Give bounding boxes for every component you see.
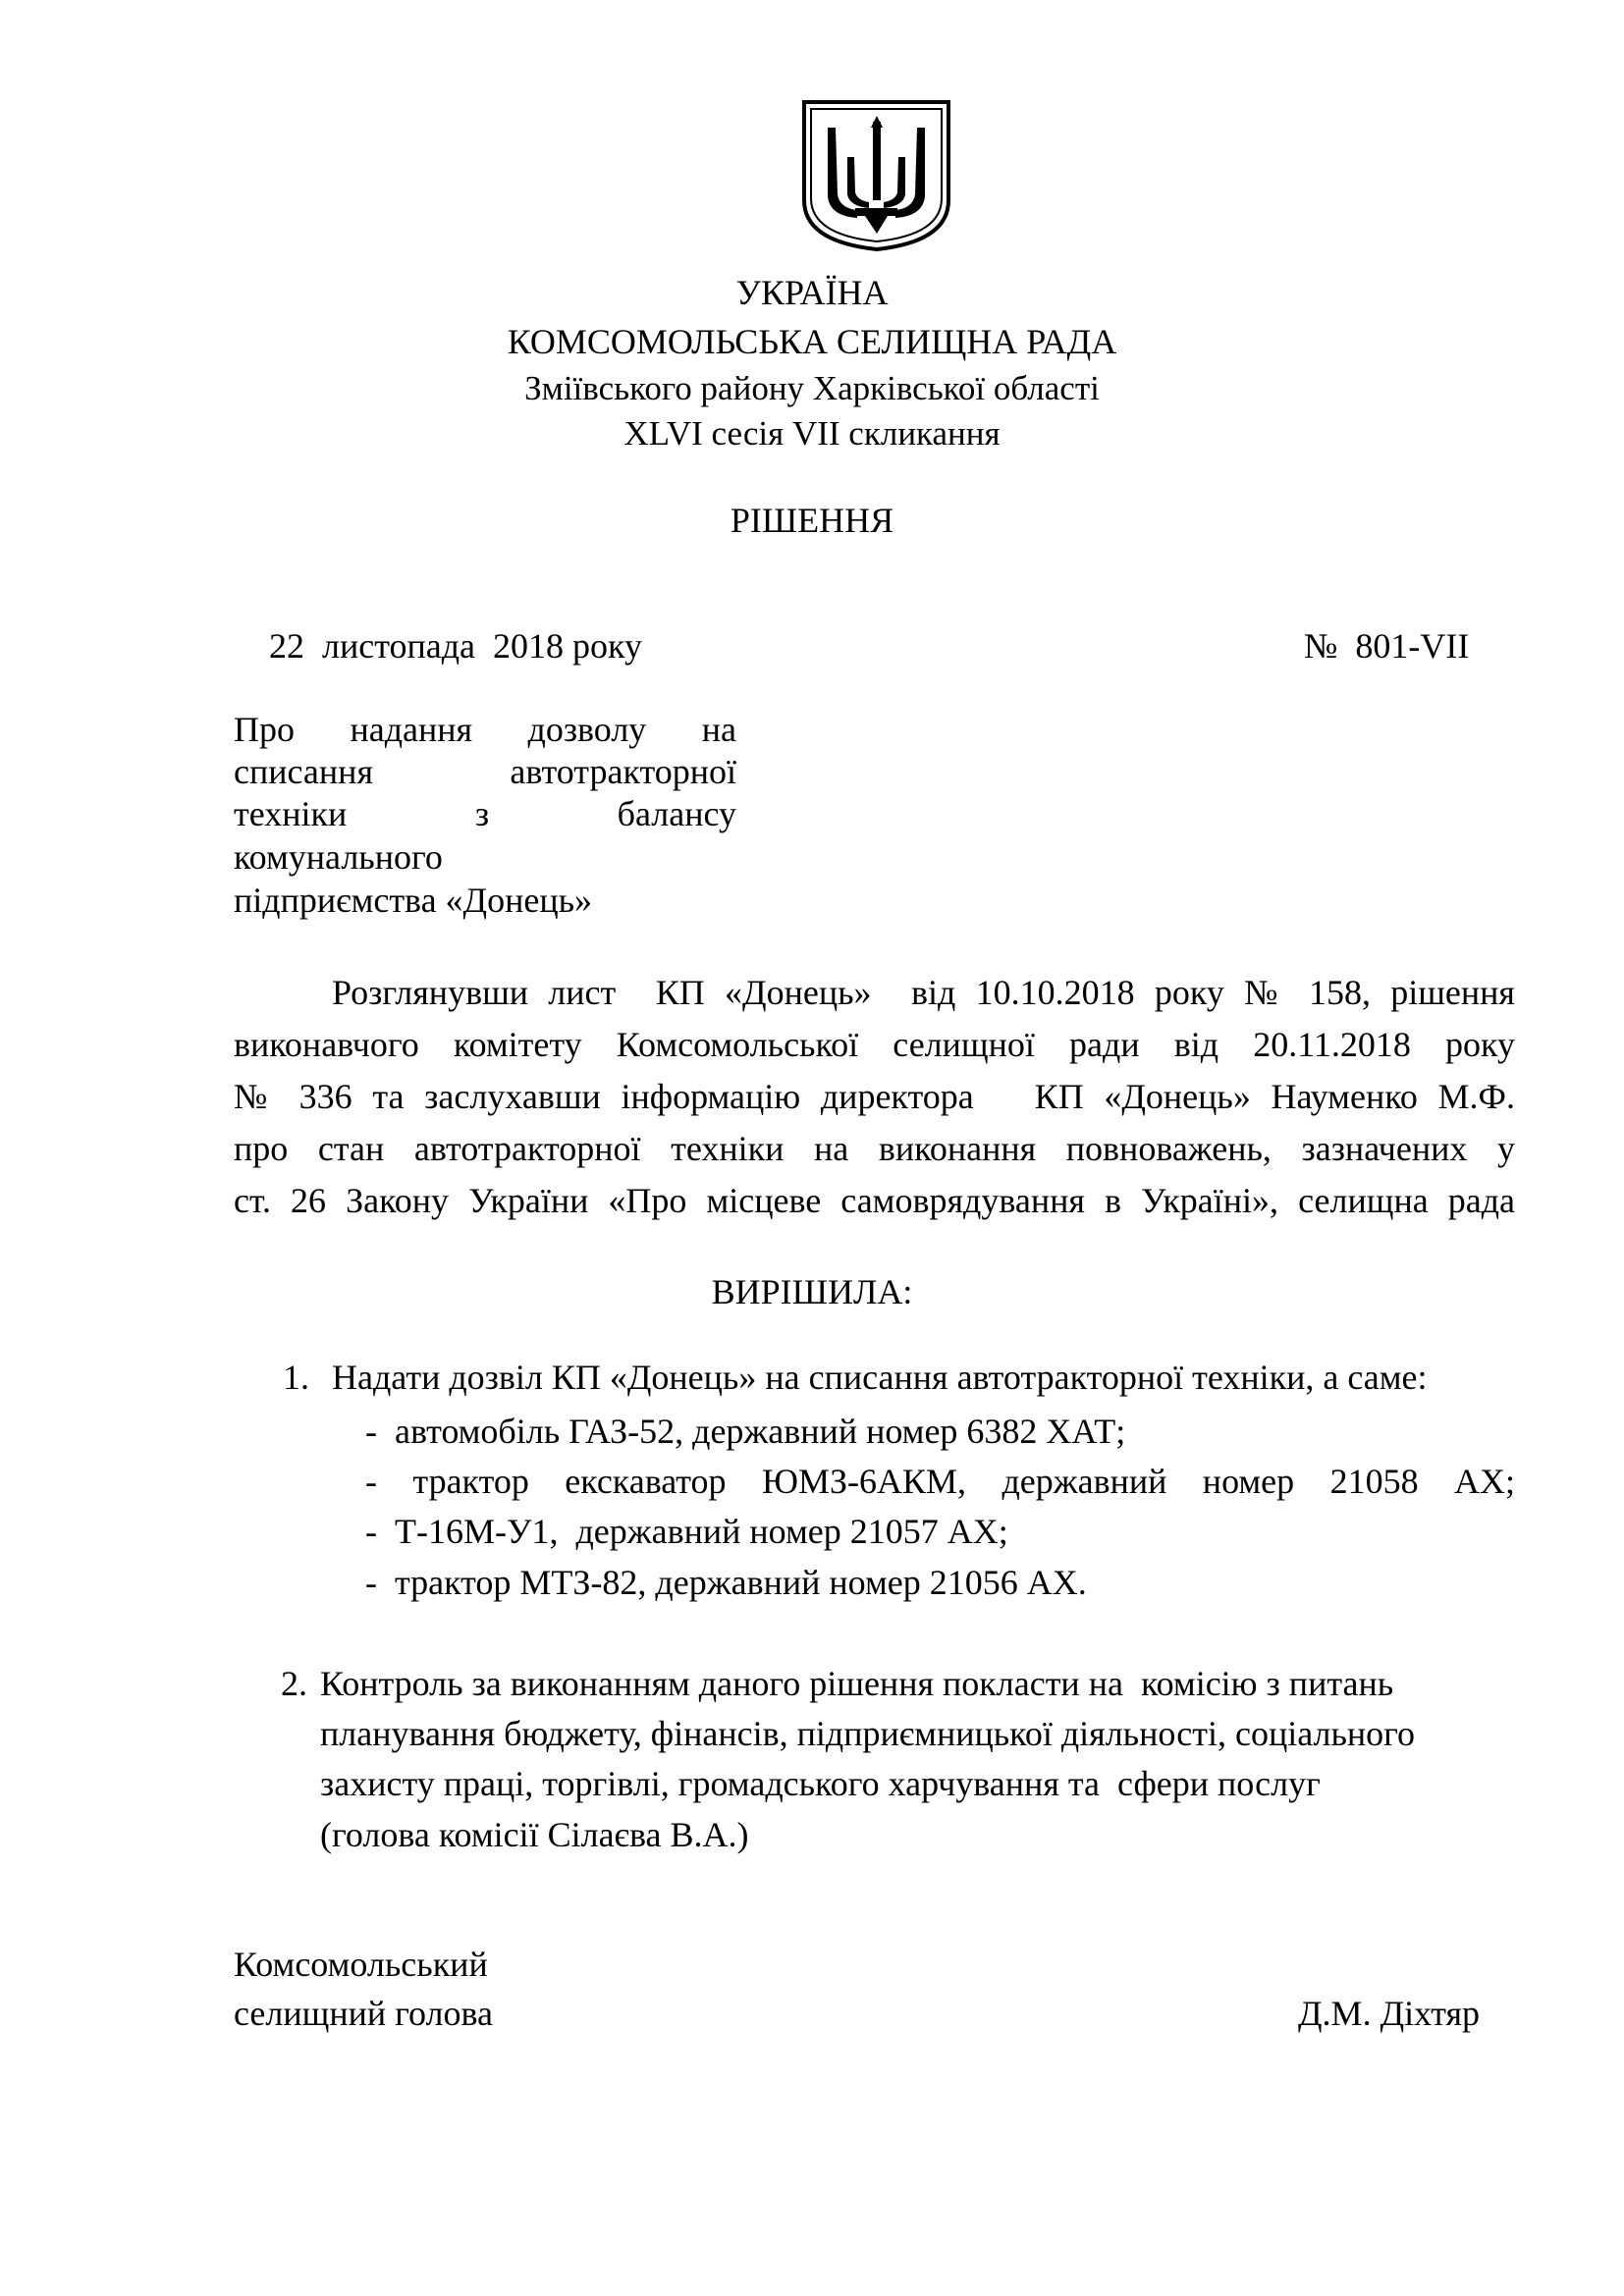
signatory-title: Комсомольський: [234, 1945, 488, 1984]
body-line: про стан автотракторної техніки на виконання повноважень, зазначених у: [234, 1129, 1515, 1168]
subject-line: комунального: [234, 837, 443, 877]
signatory-name: Д.М. Діхтяр: [1298, 1994, 1481, 2033]
document-number: № 801-VII: [1304, 626, 1470, 666]
list-item: - Т-16М-У1, державний номер 21057 АХ;: [365, 1512, 1008, 1551]
item-text: планування бюджету, фінансів, підприємницької діяльності, соціального: [320, 1714, 1416, 1753]
item-text: Надати дозвіл КП «Донець» на списання автотракторної техніки, а саме:: [332, 1358, 1428, 1397]
body-line: ст. 26 Закону України «Про місцеве самоврядування в Україні», селищна рада: [234, 1181, 1515, 1220]
item-number: 2.: [281, 1664, 307, 1703]
body-line: виконавчого комітету Комсомольської селищної ради від 20.11.2018 року: [234, 1025, 1515, 1064]
signatory-title: селищний голова: [234, 1994, 494, 2033]
district-line: Зміївського району Харківської області: [524, 369, 1100, 407]
country-title: УКРАЇНА: [735, 273, 889, 312]
body-line: № 336 та заслухавши інформацію директора КП «Донець» Науменко М.Ф.: [234, 1077, 1515, 1116]
item-text: захисту праці, торгівлі, громадського харчування та сфери послуг: [320, 1764, 1321, 1803]
subject-line: підприємства «Донець»: [234, 881, 593, 920]
document-type: РІШЕННЯ: [730, 501, 894, 540]
subject-line: Про надання дозволу на: [234, 710, 736, 749]
council-title: КОМСОМОЛЬСЬКА СЕЛИЩНА РАДА: [507, 322, 1117, 361]
session-line: XLVI сесія VII скликання: [623, 414, 1001, 453]
decided-heading: ВИРІШИЛА:: [711, 1272, 913, 1311]
item-text: Контроль за виконанням даного рішення покласти на комісію з питань: [320, 1664, 1394, 1703]
list-item: - трактор екскаватор ЮМЗ-6АКМ, державний номер 21058 АХ;: [365, 1462, 1515, 1501]
subject-line: техніки з балансу: [234, 794, 736, 833]
list-item: - автомобіль ГАЗ-52, державний номер 6382 ХАТ;: [365, 1412, 1126, 1451]
item-number: 1.: [283, 1358, 309, 1397]
subject-line: списання автотракторної: [234, 752, 736, 791]
item-text: (голова комісії Сілаєва В.А.): [320, 1815, 749, 1854]
body-line: Розглянувши лист КП «Донець» від 10.10.2018 року № 158, рішення: [332, 973, 1515, 1012]
list-item: - трактор МТЗ-82, державний номер 21056 АХ.: [365, 1563, 1087, 1602]
coat-of-arms-icon: [800, 98, 952, 253]
document-date: 22 листопада 2018 року: [269, 626, 642, 666]
